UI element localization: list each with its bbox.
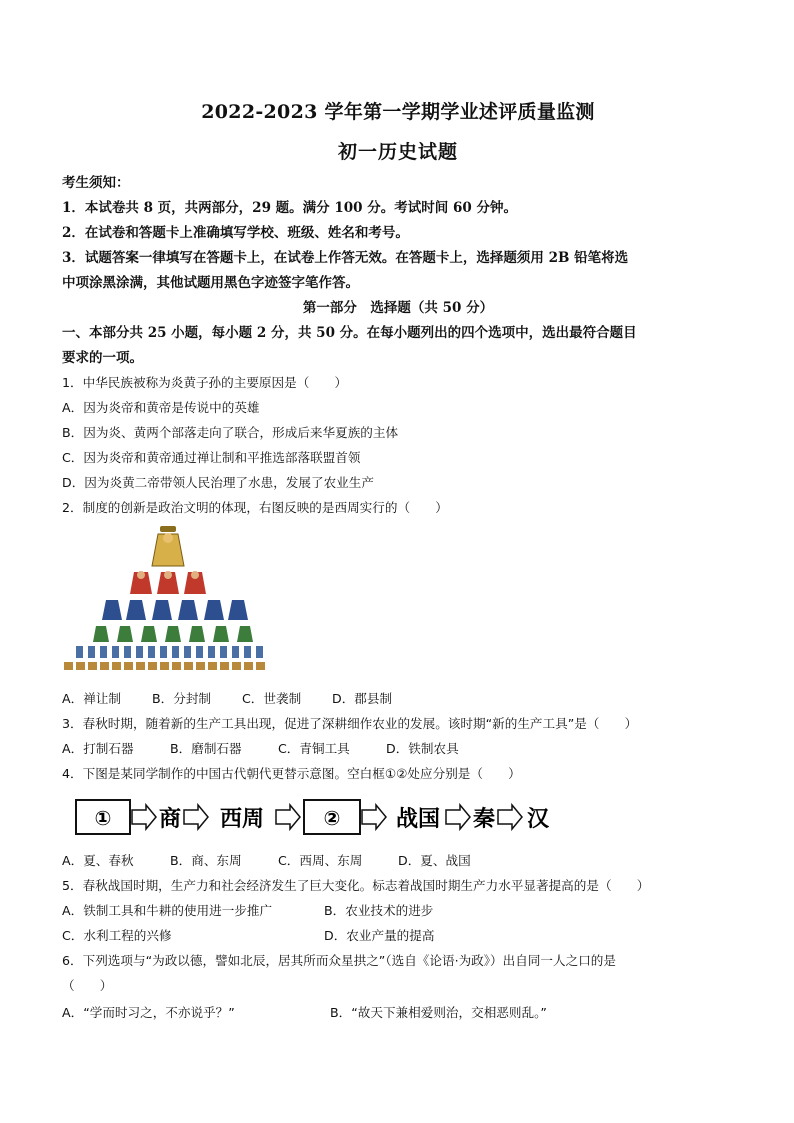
commoners-row [76, 646, 263, 658]
timeline-item: ① [94, 806, 112, 830]
king-figure [152, 526, 184, 566]
option-row [62, 690, 422, 708]
option-row [62, 740, 494, 758]
notice-item: 1．本试卷共 8 页，共两部分，29 题。满分 100 分。考试时间 60 分钟。 [62, 200, 517, 216]
option-c: C．西周、东周 [278, 853, 363, 868]
part-instruction: 一、本部分共 25 小题，每小题 2 分，共 50 分。在每小题列出的四个选项中，选出最符合题目 [62, 325, 637, 341]
arrow-icon [132, 805, 156, 829]
dynasty-timeline [74, 796, 574, 840]
question-stem: 6．下列选项与“为政以德，譬如北辰，居其所而众星拱之”（选自《论语·为政》）出自同一人之口的是 [62, 953, 616, 968]
option-b: B．因为炎、黄两个部落走向了联合，形成后来华夏族的主体 [62, 425, 399, 440]
notice-heading: 考生须知： [62, 175, 130, 191]
option-a: A．铁制工具和牛耕的使用进一步推广 [62, 903, 273, 918]
timeline-item: ② [323, 806, 341, 830]
option-a: A．打制石器 [62, 741, 134, 756]
option-b: B．分封制 [152, 691, 212, 706]
option-row [62, 1004, 547, 1022]
arrow-icon [362, 805, 386, 829]
ministers-row [102, 600, 248, 620]
question-stem: 1．中华民族被称为炎黄子孙的主要原因是（ ） [62, 375, 348, 390]
option-d: D．铁制农具 [386, 741, 459, 756]
option-d: D．夏、战国 [398, 853, 471, 868]
question-stem: 4．下图是某同学制作的中国古代朝代更替示意图。空白框①②处应分别是（ ） [62, 766, 521, 781]
notice-item: 2．在试卷和答题卡上准确填写学校、班级、姓名和考号。 [62, 225, 409, 241]
option-a: A．“学而时习之，不亦说乎？” [62, 1005, 235, 1020]
timeline-item: 西周 [219, 807, 265, 832]
arrow-icon [276, 805, 300, 829]
part-instruction: 要求的一项。 [62, 350, 143, 366]
option-a: A．禅让制 [62, 691, 121, 706]
option-a: A．夏、春秋 [62, 853, 134, 868]
question-stem: 2．制度的创新是政治文明的体现，右图反映的是西周实行的（ ） [62, 500, 448, 515]
scholars-row [93, 626, 253, 642]
arrow-icon [446, 805, 470, 829]
option-b: B．“故天下兼相爱则治，交相恶则乱。” [330, 1005, 547, 1020]
option-d: D．农业产量的提高 [324, 928, 435, 943]
part-title: 第一部分 选择题（共 50 分） [302, 300, 494, 316]
arrow-icon [498, 805, 522, 829]
page-title: 2022-2023 学年第一学期学业述评质量监测 [201, 101, 595, 123]
option-a: A．因为炎帝和黄帝是传说中的英雄 [62, 400, 260, 415]
question-stem-cont: （ ） [62, 978, 113, 993]
page-subtitle: 初一历史试题 [337, 141, 458, 163]
arrow-icon [184, 805, 208, 829]
timeline-item: 汉 [526, 807, 550, 832]
option-row [62, 927, 434, 945]
slaves-row [64, 662, 265, 670]
question-stem: 5．春秋战国时期，生产力和社会经济发生了巨大变化。标志着战国时期生产力水平显著提高的是（ ） [62, 878, 650, 893]
option-c: C．水利工程的兴修 [62, 928, 172, 943]
option-row [62, 902, 433, 920]
option-c: C．世袭制 [242, 691, 302, 706]
option-c: C．因为炎帝和黄帝通过禅让制和平推选部落联盟首领 [62, 450, 361, 465]
timeline-item: 商 [158, 807, 182, 832]
option-b: B．磨制石器 [170, 741, 242, 756]
notice-item: 中项涂黑涂满，其他试题用黑色字迹签字笔作答。 [62, 275, 359, 291]
feudal-pyramid-figure [62, 520, 272, 680]
feudal-pyramid-image [62, 520, 272, 680]
timeline-item: 战国 [395, 807, 441, 832]
option-b: B．农业技术的进步 [324, 903, 434, 918]
option-d: D．因为炎黄二帝带领人民治理了水患，发展了农业生产 [62, 475, 374, 490]
timeline-item: 秦 [472, 807, 496, 832]
question-stem: 3．春秋时期，随着新的生产工具出现，促进了深耕细作农业的发展。该时期“新的生产工具”是（ ） [62, 716, 638, 731]
option-d: D．郡县制 [332, 691, 393, 706]
lords-row [130, 571, 206, 594]
option-c: C．青铜工具 [278, 741, 350, 756]
option-row [62, 852, 506, 870]
option-b: B．商、东周 [170, 853, 242, 868]
notice-item: 3．试题答案一律填写在答题卡上，在试卷上作答无效。在答题卡上，选择题须用 2B 铅笔将选 [62, 250, 629, 266]
